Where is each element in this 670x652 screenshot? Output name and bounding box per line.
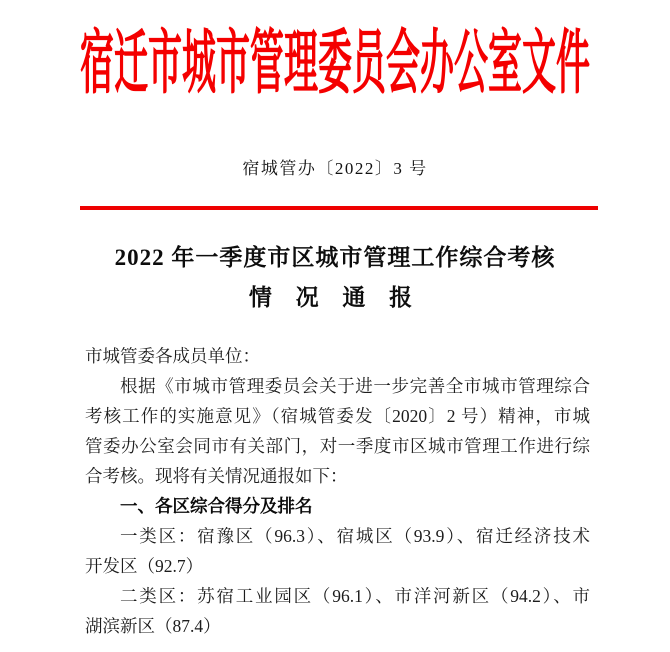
section-heading: 一、各区综合得分及排名 [120, 496, 313, 516]
body-line: 湖滨新区（87.4） [85, 616, 221, 636]
body-line: 根据《市城市管理委员会关于进一步完善全市城市管理综合 [120, 376, 590, 396]
body-line: 合考核。现将有关情况通报如下： [85, 466, 348, 486]
document-title [0, 238, 670, 318]
body-line: 市城管委各成员单位： [85, 346, 260, 366]
letterhead-title: 宿迁市城市管理委员会办公室文件 [80, 26, 590, 103]
document-title-line2: 情 况 通 报 [248, 285, 422, 310]
document-number: 宿城管办〔2022〕3 号 [242, 159, 428, 178]
body-line: 考核工作的实施意见》（宿城管委发〔2020〕2 号）精神，市城 [85, 406, 590, 426]
body-line: 一类区：宿豫区（96.3）、宿城区（93.9）、宿迁经济技术 [120, 526, 590, 546]
body-line: 开发区（92.7） [85, 556, 204, 576]
body-line: 二类区：苏宿工业园区（96.1）、市洋河新区（94.2）、市 [120, 586, 590, 606]
red-divider-rule [80, 206, 598, 210]
document-body [85, 341, 590, 641]
body-line: 管委办公室会同市有关部门，对一季度市区城市管理工作进行综 [85, 436, 590, 456]
document-title-line1: 2022 年一季度市区城市管理工作综合考核 [114, 245, 556, 270]
